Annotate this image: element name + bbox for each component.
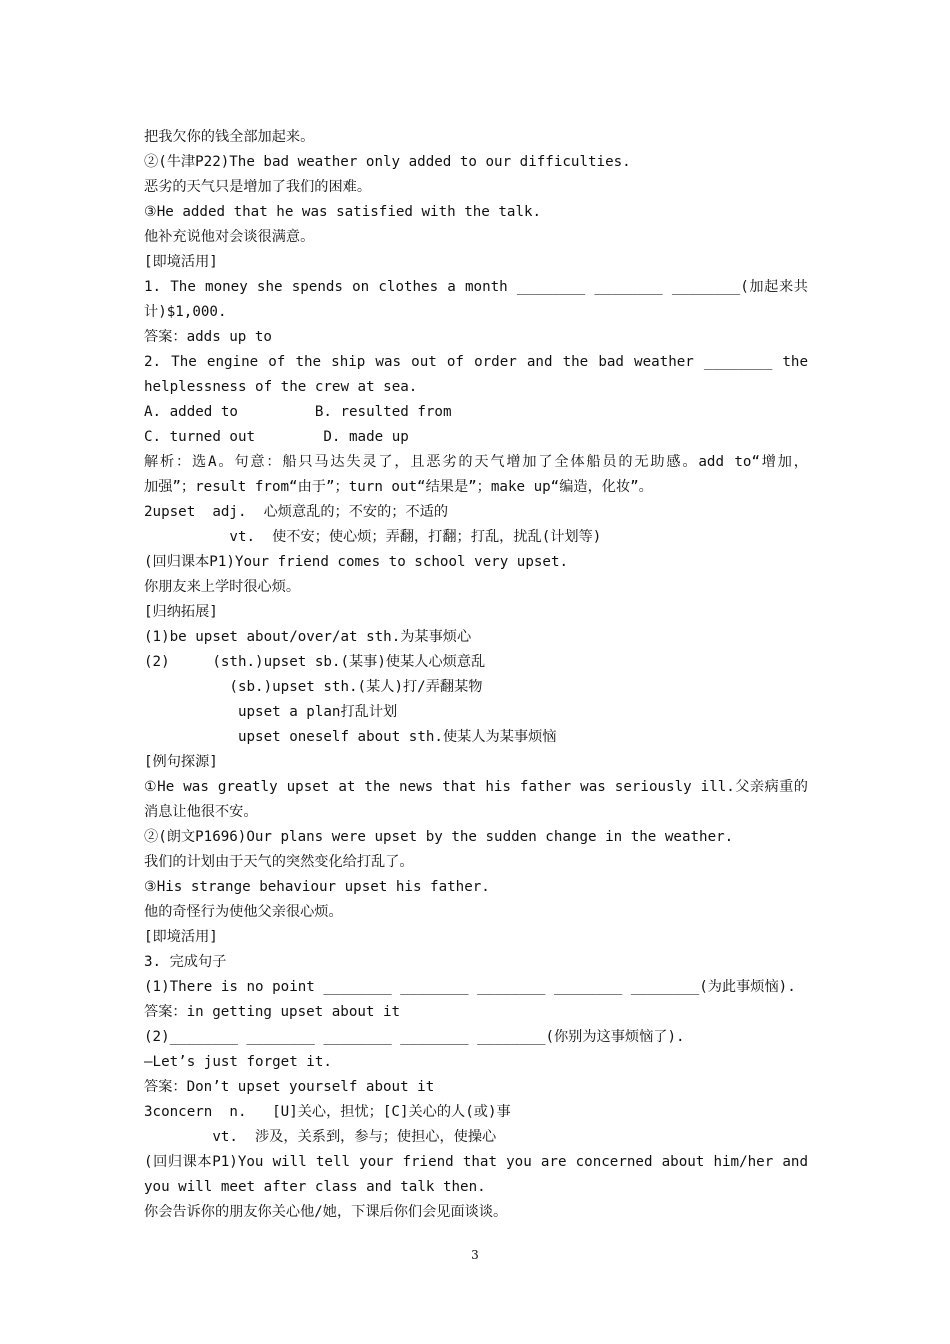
exercise-line: (2)________ ________ ________ ________ ________(你别为这事烦恼了). <box>144 1029 685 1045</box>
text-line: upset oneself about sth.使某人为某事烦恼 <box>144 729 557 745</box>
text-line: 他补充说他对会谈很满意。 <box>144 229 315 245</box>
text-line: you will meet after class and talk then. <box>144 1179 486 1195</box>
exercise-line: 1. The money she spends on clothes a month ________ ________ ________(加起来共 <box>144 279 808 295</box>
exercise-line: 3. 完成句子 <box>144 954 227 970</box>
text-line: ②(牛津P22)The bad weather only added to our difficulties. <box>144 154 631 170</box>
text-line: 你会告诉你的朋友你关心他/她，下课后你们会见面谈谈。 <box>144 1204 508 1220</box>
text-line: (回归课本P1)You will tell your friend that you are concerned about him/her and <box>144 1154 808 1170</box>
section-heading: [归纳拓展] <box>144 604 218 620</box>
page-number: 3 <box>471 1248 479 1262</box>
example-line: ③His strange behaviour upset his father. <box>144 879 490 895</box>
section-heading: [即境活用] <box>144 254 218 270</box>
text-line: (1)be upset about/over/at sth.为某事烦心 <box>144 629 472 645</box>
text-line: 把我欠你的钱全部加起来。 <box>144 129 315 145</box>
exercise-line: 计)$1,000. <box>144 304 227 320</box>
vocab-entry: 2upset adj. 心烦意乱的；不安的；不适的 <box>144 504 449 520</box>
example-line: ②(朗文P1696)Our plans were upset by the sudden change in the weather. <box>144 829 734 845</box>
vocab-definition: vt. 涉及，关系到，参与；使担心，使操心 <box>144 1129 497 1145</box>
text-line: 你朋友来上学时很心烦。 <box>144 579 301 595</box>
example-line: 他的奇怪行为使他父亲很心烦。 <box>144 904 343 920</box>
section-heading: [即境活用] <box>144 929 218 945</box>
analysis-line: 解析：选A。句意：船只马达失灵了，且恶劣的天气增加了全体船员的无助感。add to“增加， <box>144 454 808 470</box>
vocab-definition: vt. 使不安；使心烦；弄翻，打翻；打乱，扰乱(计划等) <box>144 529 602 545</box>
answer-line: 答案：adds up to <box>144 329 272 345</box>
text-line: (sb.)upset sth.(某人)打/弄翻某物 <box>144 679 483 695</box>
page-body <box>144 125 808 1225</box>
answer-line: 答案：Don’t upset yourself about it <box>144 1079 435 1095</box>
text-line: (回归课本P1)Your friend comes to school very upset. <box>144 554 569 570</box>
text-line: upset a plan打乱计划 <box>144 704 398 720</box>
section-heading: [例句探源] <box>144 754 218 770</box>
example-line: 消息让他很不安。 <box>144 804 258 820</box>
answer-line: 答案：in getting upset about it <box>144 1004 401 1020</box>
vocab-entry: 3concern n. [U]关心，担忧；[C]关心的人(或)事 <box>144 1104 511 1120</box>
exercise-line: helplessness of the crew at sea. <box>144 379 418 395</box>
exercise-line: 2. The engine of the ship was out of order and the bad weather ________ the <box>144 354 808 370</box>
option-line: C. turned out D. made up <box>144 429 409 445</box>
text-line: (2) (sth.)upset sb.(某事)使某人心烦意乱 <box>144 654 486 670</box>
text-line: 恶劣的天气只是增加了我们的困难。 <box>144 179 372 195</box>
example-line: ①He was greatly upset at the news that his father was seriously ill.父亲病重的 <box>144 779 808 795</box>
exercise-line: (1)There is no point ________ ________ ________ ________ ________(为此事烦恼). <box>144 979 796 995</box>
analysis-line: 加强”；result from“由于”；turn out“结果是”；make up“编造，化妆”。 <box>144 479 653 495</box>
option-line: A. added to B. resulted from <box>144 404 452 420</box>
exercise-line: —Let’s just forget it. <box>144 1054 332 1070</box>
text-line: ③He added that he was satisfied with the talk. <box>144 204 542 220</box>
example-line: 我们的计划由于天气的突然变化给打乱了。 <box>144 854 414 870</box>
